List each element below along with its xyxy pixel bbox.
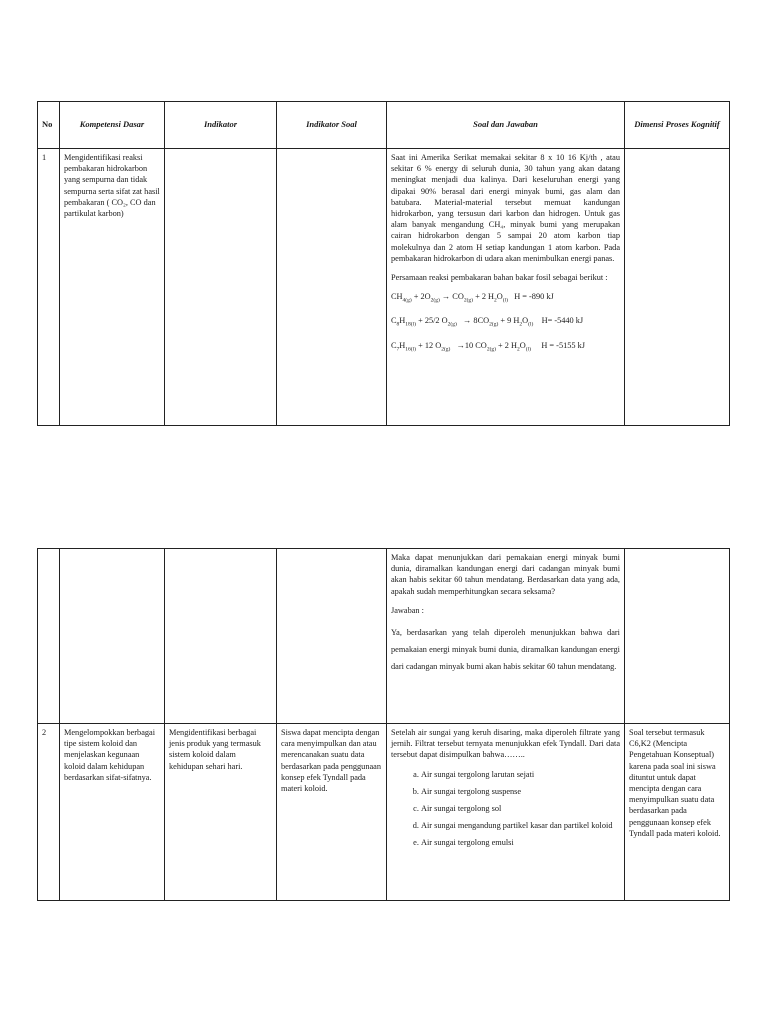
option-a: a. Air sungai tergolong larutan sejati bbox=[421, 769, 620, 780]
indikator-soal-cell bbox=[277, 549, 387, 724]
header-indikator-soal: Indikator Soal bbox=[277, 102, 387, 149]
indikator-soal-cell bbox=[277, 149, 387, 426]
kompetensi-dasar-cell bbox=[60, 549, 165, 724]
kd-table-page-top bbox=[37, 101, 730, 426]
header-dimensi-proses-kognitif: Dimensi Proses Kognitif bbox=[625, 102, 730, 149]
header-row bbox=[38, 102, 730, 149]
jawaban-label: Jawaban : bbox=[391, 605, 424, 615]
option-c: c. Air sungai tergolong sol bbox=[421, 803, 620, 814]
kompetensi-dasar-cell: Mengelompokkan berbagai tipe sistem koloid dan menjelaskan kegunaan koloid dalam kehidupan berdasarkan sifat-sifatnya. bbox=[60, 724, 165, 901]
question-paragraph: Saat ini Amerika Serikat memakai sekitar 8 x 10 16 Kj/th , atau sekitar 6 % energy di seluruh dunia, 30 tahun yang akan datang meningkat menjadi dua kalinya. Dari keseluruhan energi yang dipakai 90% berasal dari energi minyak bumi, gas alam dan batubara. Material-material tersebut memuat kandungan hidrokarbon, yang tersusun dari karbon dan hidrogen. Untuk gas alam banyak mengandung CH₄, minyak bumi yang merupakan cairan hidrokarbon dengan 5 sampai 20 atom karbon tiap molekulnya dan 2 atom H setiap kandungan 1 atom karbon. Pada pembakaran hidrokarbon di udara akan menimbulkan energi panas. bbox=[391, 153, 620, 263]
question-paragraph: Maka dapat menunjukkan dari pemakaian energi minyak bumi dunia, diramalkan kandungan energi dari cadangan minyak bumi akan habis sekitar 60 tahun mendatang. Berdasarkan data yang ada, apakah sudah memperhitungkan secara seksama? bbox=[391, 553, 620, 596]
combustion-equation-methane: $CH_{4(g)} + 2O_{2(g)} \to CO_{2(g)} + 2$ $H_2O_{(l)}$ H = -890 kJ bbox=[391, 292, 554, 304]
kompetensi-dasar-cell: Mengidentifikasi reaksi pembakaran hidrokarbon yang sempurna dan tidak sempurna serta sifat zat hasil pembakaran ( CO₂, CO dan partikulat karbon) bbox=[60, 149, 165, 426]
soal-jawaban-cell bbox=[387, 724, 625, 901]
indikator-soal-cell: Siswa dapat mencipta dengan cara menyimpulkan dan atau merencanakan suatu data berdasarkan pada penggunaan konsep efek Tyndall pada materi koloid. bbox=[277, 724, 387, 901]
soal-jawaban-cell bbox=[387, 549, 625, 724]
row-number: 2 bbox=[38, 724, 60, 901]
table-row bbox=[38, 549, 730, 724]
dimensi-cell bbox=[625, 149, 730, 426]
table-row bbox=[38, 724, 730, 901]
table-row bbox=[38, 149, 730, 426]
answer-options bbox=[391, 769, 620, 849]
kd-table-page-bottom bbox=[37, 548, 730, 901]
question-paragraph: Setelah air sungai yang keruh disaring, maka diperoleh filtrate yang jernih. Filtrat tersebut ternyata menunjukkan efek Tyndall. Dari data tersebut dapat disimpulkan bahwa…….. bbox=[391, 728, 620, 760]
dimensi-cell bbox=[625, 549, 730, 724]
indikator-cell: Mengidentifikasi berbagai jenis produk yang termasuk sistem koloid dalam kehidupan sehari hari. bbox=[165, 724, 277, 901]
row-number bbox=[38, 549, 60, 724]
option-b: b. Air sungai tergolong suspense bbox=[421, 786, 620, 797]
combustion-equation-heptane: $C_7H_{16(l)} + 12$ $O_{2(g)} \to 10$ $CO_{2(g)} + 2$ $H_2O_{(l)}$ H = -5155 kJ bbox=[391, 340, 585, 353]
equation-intro: Persamaan reaksi pembakaran bahan bakar fosil sebagai berikut : bbox=[391, 273, 608, 283]
header-indikator: Indikator bbox=[165, 102, 277, 149]
header-soal-dan-jawaban: Soal dan Jawaban bbox=[387, 102, 625, 149]
combustion-equation-octane: $C_8H_{18(l)} + 25/2$ $O_{2(g)} \to 8CO_{2(g)} + 9$ $H_2O_{(l)}$ H= -5440 kJ bbox=[391, 316, 584, 329]
indikator-cell bbox=[165, 549, 277, 724]
answer-paragraph: Ya, berdasarkan yang telah diperoleh menunjukkan bahwa dari pemakaian energi minyak bumi dunia, diramalkan kandungan energi dari cadangan minyak bumi akan habis sekitar 60 tahun mendatang. bbox=[391, 628, 620, 672]
soal-jawaban-cell bbox=[387, 149, 625, 426]
option-e: e. Air sungai tergolong emulsi bbox=[421, 837, 620, 848]
option-d: d. Air sungai mengandung partikel kasar dan partikel koloid bbox=[421, 820, 620, 831]
indikator-cell bbox=[165, 149, 277, 426]
dimensi-cell: Soal tersebut termasuk C6,K2 (Mencipta Pengetahuan Konseptual) karena pada soal ini siswa dituntut untuk dapat mencipta dengan cara menyimpulkan suatu data berdasarkan pada penggunaan konsep efek Tyndall pada materi koloid. bbox=[625, 724, 730, 901]
header-kompetensi-dasar: Kompetensi Dasar bbox=[60, 102, 165, 149]
row-number: 1 bbox=[38, 149, 60, 426]
header-no: No bbox=[38, 102, 60, 149]
